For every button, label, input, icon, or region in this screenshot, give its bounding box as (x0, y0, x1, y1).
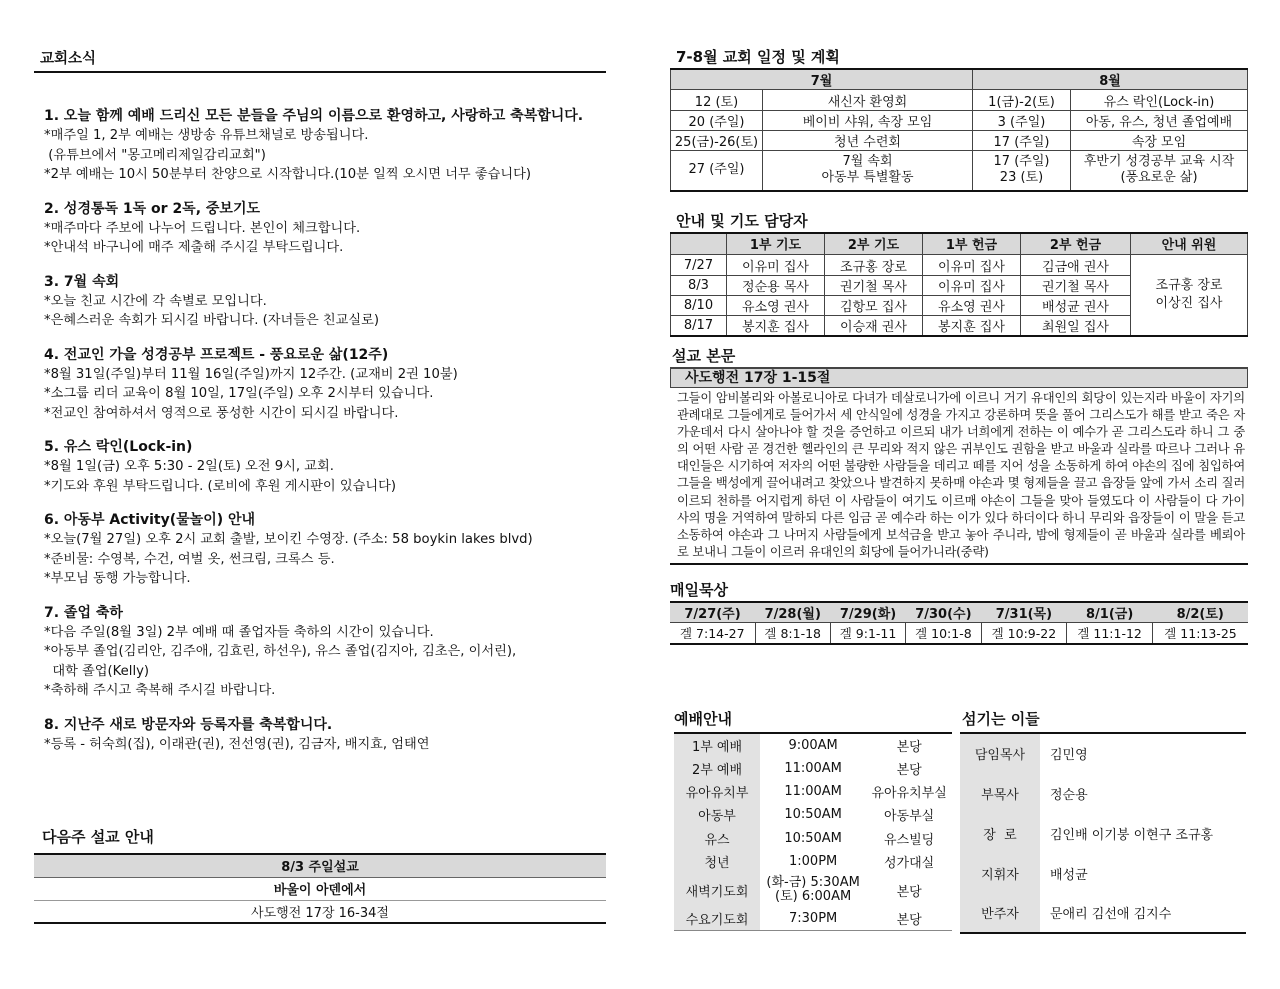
news-item-line: *8월 1일(금) 오후 5:30 - 2일(토) 오전 9시, 교회. (44, 459, 334, 474)
news-item-line: *은혜스러운 속회가 되시길 바랍니다. (자녀들은 친교실로) (44, 313, 380, 328)
service-name: 유아유치부 (674, 780, 760, 803)
schedule-event-line: 아동부 특별활동 (821, 170, 914, 186)
daily-devotion-title: 매일묵상 (670, 580, 728, 599)
duty-date: 8/10 (671, 296, 727, 316)
schedule-event: 새신자 환영회 (763, 90, 973, 111)
schedule-date: 25(금)-26(토) (671, 131, 763, 151)
news-item-line: *2부 예배는 10시 50분부터 찬양으로 시작합니다.(10분 일찍 오시면 너무 좋습니다) (44, 167, 531, 182)
news-item (44, 106, 606, 185)
duty-header: 안내 위원 (1131, 233, 1248, 255)
bottom-section (670, 708, 1248, 978)
duty-cell: 유소영 권사 (727, 296, 825, 316)
news-item-line: 대학 졸업(Kelly) (44, 663, 150, 679)
duty-cell: 조규홍 장로 (825, 255, 923, 276)
next-sermon-table (34, 853, 606, 924)
news-item-line: *소그룹 리더 교육이 8월 10일, 17일(주일) 오후 2시부터 있습니다. (44, 386, 434, 401)
duty-cell: 이승재 권사 (825, 316, 923, 337)
ministers-table (960, 732, 1246, 934)
duty-date: 8/17 (671, 316, 727, 337)
schedule-date (973, 151, 1071, 191)
news-item-line: *준비물: 수영복, 수건, 여벌 옷, 썬크림, 크록스 등. (44, 551, 335, 567)
news-item-line: *아동부 졸업(김리안, 김주애, 김효린, 하선우), 유스 졸업(김지아, 김초은, 이서린), (44, 644, 517, 659)
news-item-heading: 6. 아동부 Activity(물놀이) 안내 (44, 512, 256, 528)
schedule-event (1071, 151, 1248, 191)
minister-role: 장 로 (960, 813, 1040, 853)
daily-day: 8/1(금) (1067, 602, 1153, 623)
service-place: 성가대실 (884, 856, 935, 872)
service-time: 10:50AM (784, 807, 842, 823)
service-name: 아동부 (674, 803, 760, 826)
schedule-title: 7-8월 교회 일정 및 계획 (676, 48, 840, 66)
duty-cell: 권기철 목사 (825, 276, 923, 296)
news-item-heading: 3. 7월 속회 (44, 273, 120, 290)
schedule-date: 3 (주일) (973, 111, 1071, 131)
services-title: 예배안내 (674, 710, 732, 728)
ministers-title: 섬기는 이들 (962, 710, 1040, 728)
service-place: 본당 (896, 913, 922, 929)
schedule-month-aug: 8월 (973, 69, 1248, 90)
service-time: 7:30PM (789, 911, 838, 927)
daily-day: 7/29(화) (830, 602, 905, 623)
service-time: 1:00PM (789, 854, 838, 870)
next-sermon-passage: 사도행전 17장 16-34절 (34, 900, 606, 923)
news-item (44, 272, 606, 331)
services-table (674, 732, 952, 931)
duty-cell: 김금애 권사 (1021, 255, 1131, 276)
news-item-line: *오늘(7월 27일) 오후 2시 교회 출발, 보이킨 수영장. (주소: 58 boykin lakes blvd) (44, 532, 533, 547)
daily-reading: 겔 10:9-22 (981, 622, 1067, 644)
news-item-heading: 8. 지난주 새로 방문자와 등록자를 축복합니다. (44, 716, 333, 733)
service-place: 본당 (866, 733, 952, 756)
schedule-date-line: 23 (토) (999, 170, 1044, 186)
service-place: 유스빌딩 (884, 832, 935, 848)
duty-guide: 이상진 집사 (1155, 296, 1223, 311)
daily-reading: 겔 7:14-27 (670, 622, 755, 644)
service-time: 9:00AM (760, 733, 866, 756)
news-item-line: *안내석 바구니에 매주 제출해 주시길 부탁드립니다. (44, 240, 344, 255)
service-time: 10:50AM (784, 830, 842, 846)
duty-cell: 봉지훈 집사 (923, 316, 1021, 337)
news-item (44, 510, 606, 589)
news-item (44, 437, 606, 496)
next-sermon-name: 바울이 아덴에서 (34, 877, 606, 900)
next-sermon-header: 8/3 주일설교 (34, 854, 606, 877)
duty-cell: 최원일 집사 (1021, 316, 1131, 337)
news-item-line: *8월 31일(주일)부터 11월 16일(주일)까지 12주간. (교재비 2권 10불) (44, 366, 458, 382)
duty-cell: 권기철 목사 (1021, 276, 1131, 296)
service-time: 11:00AM (784, 760, 842, 776)
duty-header: 2부 기도 (825, 233, 923, 255)
duty-header: 1부 헌금 (923, 233, 1021, 255)
news-item-line: *기도와 후원 부탁드립니다. (로비에 후원 게시판이 있습니다) (44, 478, 396, 494)
service-place: 유아유치부실 (871, 785, 947, 801)
schedule-event: 속장 모임 (1071, 131, 1248, 151)
minister-names: 김민영 (1040, 733, 1246, 773)
duty-cell: 김항모 집사 (825, 296, 923, 316)
news-item (44, 715, 606, 755)
service-time-line: (토) 6:00AM (775, 889, 852, 905)
duty-title: 안내 및 기도 담당자 (676, 211, 808, 230)
news-item-line: *축하해 주시고 축복해 주시길 바랍니다. (44, 683, 276, 698)
sermon-title: 설교 본문 (672, 347, 736, 365)
minister-names: 정순용 (1050, 787, 1088, 803)
daily-reading: 겔 10:1-8 (906, 622, 981, 644)
news-item-line: (유튜브에서 "몽고메리제일감리교회") (44, 147, 266, 163)
news-item (44, 199, 606, 258)
schedule-date: 20 (주일) (671, 111, 763, 131)
minister-names: 문애리 김선애 김지수 (1050, 907, 1172, 922)
service-name: 청년 (674, 850, 760, 873)
news-item-line: *전교인 참여하셔서 영적으로 풍성한 시간이 되시길 바랍니다. (44, 405, 399, 421)
schedule-date: 12 (토) (671, 90, 763, 111)
service-place: 아동부실 (884, 809, 935, 825)
minister-role: 반주자 (960, 893, 1040, 933)
duty-header: 1부 기도 (727, 233, 825, 255)
schedule-event (763, 151, 973, 191)
sermon-reference: 사도행전 17장 1-15절 (670, 367, 1248, 388)
news-item-heading: 1. 오늘 함께 예배 드리신 모든 분들을 주님의 이름으로 환영하고, 사랑하고 축복합니다. (44, 108, 584, 124)
daily-day: 7/28(월) (755, 602, 830, 623)
daily-day: 8/2(토) (1152, 602, 1248, 623)
left-column (34, 46, 606, 921)
schedule-date-line: 17 (주일) (993, 154, 1050, 170)
schedule-event: 베이비 샤워, 속장 모임 (763, 111, 973, 131)
duty-cell: 봉지훈 집사 (727, 316, 825, 337)
schedule-event: 유스 락인(Lock-in) (1071, 90, 1248, 111)
schedule-event-line: 7월 속회 (842, 154, 893, 170)
service-name: 2부 예배 (674, 756, 760, 779)
duty-guide: 조규홍 장로 (1155, 278, 1223, 293)
news-item-heading: 4. 전교인 가을 성경공부 프로젝트 - 풍요로운 삶(12주) (44, 346, 389, 363)
daily-day: 7/27(주) (670, 602, 755, 623)
schedule-date: 17 (주일) (973, 131, 1071, 151)
news-item-heading: 2. 성경통독 1독 or 2독, 중보기도 (44, 200, 260, 217)
next-sermon-title: 다음주 설교 안내 (42, 828, 154, 846)
schedule-event: 청년 수련회 (763, 131, 973, 151)
minister-names: 김인배 이기붕 이현구 조규홍 (1050, 827, 1214, 843)
duty-header (671, 233, 727, 255)
daily-reading: 겔 11:1-12 (1067, 622, 1153, 644)
news-item (44, 603, 606, 701)
duty-date: 8/3 (671, 276, 727, 296)
news-item-heading: 5. 유스 락인(Lock-in) (44, 439, 193, 455)
schedule-month-july: 7월 (671, 69, 973, 90)
minister-role: 지휘자 (960, 853, 1040, 893)
minister-role: 부목사 (960, 773, 1040, 813)
daily-reading: 겔 11:13-25 (1152, 622, 1248, 644)
minister-role: 담임목사 (960, 733, 1040, 773)
schedule-event-line: 후반기 성경공부 교육 시작 (1083, 154, 1235, 170)
schedule-date: 1(금)-2(토) (973, 90, 1071, 111)
news-item-line: *다음 주일(8월 3일) 2부 예배 때 졸업자들 축하의 시간이 있습니다. (44, 624, 434, 640)
daily-day: 7/30(수) (906, 602, 981, 623)
news-item-line: *부모님 동행 가능합니다. (44, 571, 191, 586)
news-item-line: *매주일 1, 2부 예배는 생방송 유튜브채널로 방송됩니다. (44, 128, 369, 143)
news-item-heading: 7. 졸업 축하 (44, 604, 123, 621)
daily-reading: 겔 8:1-18 (755, 622, 830, 644)
duty-cell: 이유미 집사 (727, 255, 825, 276)
service-time-line: (화-금) 5:30AM (766, 875, 860, 891)
duty-cell: 이유미 집사 (923, 276, 1021, 296)
schedule-table (670, 68, 1248, 192)
daily-day: 7/31(목) (981, 602, 1067, 623)
duty-cell: 배성균 권사 (1021, 296, 1131, 316)
duty-cell: 이유미 집사 (923, 255, 1021, 276)
service-place: 본당 (896, 762, 922, 778)
news-item-line: *매주마다 주보에 나누어 드립니다. 본인이 체크합니다. (44, 220, 361, 236)
duty-cell: 유소영 권사 (923, 296, 1021, 316)
daily-reading: 겔 9:1-11 (830, 622, 905, 644)
service-name: 1부 예배 (674, 733, 760, 756)
schedule-event: 아동, 유스, 청년 졸업예배 (1071, 111, 1248, 131)
service-name: 유스 (674, 827, 760, 850)
service-name: 수요기도회 (674, 907, 760, 930)
duty-header: 2부 헌금 (1021, 233, 1131, 255)
service-time (760, 873, 866, 907)
minister-names: 배성균 (1050, 867, 1088, 883)
service-name: 새벽기도회 (674, 873, 760, 907)
duty-guides (1131, 255, 1248, 337)
church-news-list (34, 106, 606, 754)
sermon-text: 그들이 암비볼리와 아볼로니아로 다녀가 데살로니가에 이르니 거기 유대인의 회당이 있는지라 바울이 자기의 관례대로 그들에게로 들어가서 세 안식일에 성경을 가지고 강론하며 뜻을 풀어 그리스도가 해를 받고 죽은 자 가운데서 다시 살아나야 할 것을 증언하고 이르되 내가 너희에게 전하는 이 예수가 곧 그리스도라 하니 그 중의 어떤 사람 곧 경건한 헬라인의 큰 무리와 적지 않은 귀부인도 권함을 받고 바울과 실라를 따르나 그러나 유대인들은 시기하여 저자의 어떤 불량한 사람들을 데리고 떼를 지어 성을 소동하게 하여 야손의 집에 침입하여 그들을 백성에게 끌어내려고 찾았으나 발견하지 못하매 야손과 몇 형제들을 끌고 읍장들 앞에 가서 소리 질러 이르되 천하를 어지럽게 하던 이 사람들이 여기도 이르매 야손이 그들을 맞아 들였도다 이 사람들이 다 가이사의 명을 거역하여 말하되 다른 임금 곧 예수라 하는 이가 있다 하더이다 하니 무리와 읍장들이 이 말을 듣고 소동하여 야손과 그 나머지 사람들에게 보석금을 받고 놓아 주니라, 밤에 형제들이 곧 바울과 실라를 베뢰아로 보내니 그들이 이르러 유대인의 회당에 들어가니라(중략) (670, 388, 1248, 565)
daily-devotion-table (670, 601, 1248, 646)
church-news-title: 교회소식 (34, 46, 606, 73)
schedule-date: 27 (주일) (671, 151, 763, 191)
news-item (44, 345, 606, 424)
news-item-line: *오늘 친교 시간에 각 속별로 모입니다. (44, 293, 267, 309)
duty-date: 7/27 (671, 255, 727, 276)
schedule-event-line: (풍요로운 삶) (1120, 170, 1198, 186)
duty-cell: 정순용 목사 (727, 276, 825, 296)
service-place: 본당 (896, 884, 922, 900)
service-time: 11:00AM (784, 783, 842, 799)
right-column (670, 46, 1248, 929)
news-item-line: *등록 - 허숙희(집), 이래관(권), 전선영(권), 김금자, 배지효, 엄태연 (44, 736, 430, 752)
duty-table (670, 232, 1248, 338)
